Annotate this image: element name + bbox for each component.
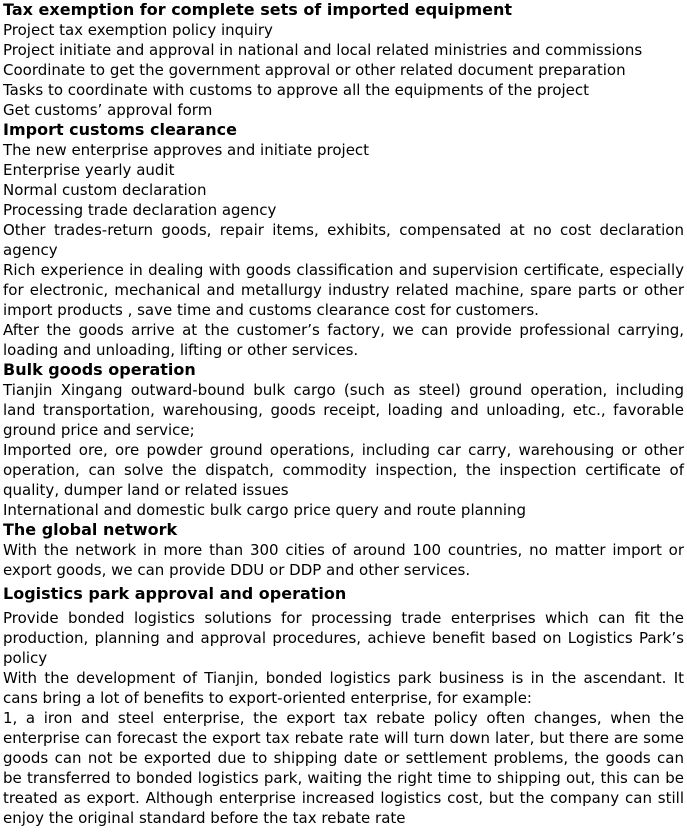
section-line: The new enterprise approves and initiate project [3,141,370,159]
section-line: Imported ore, ore powder ground operations, including car carry, warehousing or other operation, can solve the dispatch, commodity inspection, the inspection certificate of quality, dumper land or related issues [3,441,684,499]
section-line: International and domestic bulk cargo price query and route planning [3,501,527,519]
section-line: With the network in more than 300 cities of around 100 countries, no matter import or export goods, we can provide DDU or DDP and other services. [3,541,684,579]
section-line: Normal custom declaration [3,181,207,199]
section-line: Rich experience in dealing with goods classification and supervision certificate, especially for electronic, mechanical and metallurgy industry related machine, spare parts or other import products , save time and customs clearance cost for customers. [3,261,684,319]
section-heading: Import customs clearance [3,120,238,139]
section-tax-exemption [3,0,684,120]
section-line: Tasks to coordinate with customs to approve all the equipments of the project [3,81,590,99]
section-line: With the development of Tianjin, bonded logistics park business is in the ascendant. It cans bring a lot of benefits to export-oriented enterprise, for example: [3,669,684,707]
section-line: Tianjin Xingang outward-bound bulk cargo (such as steel) ground operation, including land transportation, warehousing, goods receipt, loading and unloading, etc., favorable ground price and service; [3,381,684,439]
section-logistics-park [3,584,684,828]
section-line: Other trades-return goods, repair items, exhibits, compensated at no cost declaration agency [3,221,684,259]
section-line: After the goods arrive at the customer’s factory, we can provide professional carrying, loading and unloading, lifting or other services. [3,321,684,359]
section-line: Project tax exemption policy inquiry [3,21,273,39]
section-line: Processing trade declaration agency [3,201,277,219]
section-line: Project initiate and approval in national and local related ministries and commissions [3,41,643,59]
section-bulk-goods [3,360,684,520]
section-heading: Tax exemption for complete sets of imported equipment [3,0,513,19]
section-global-network [3,520,684,580]
section-import-customs [3,120,684,360]
section-line: Get customs’ approval form [3,101,213,119]
section-line: Provide bonded logistics solutions for processing trade enterprises which can fit the production, planning and approval procedures, achieve benefit based on Logistics Park’s policy [3,609,684,667]
section-heading: Logistics park approval and operation [3,584,347,603]
section-line: Enterprise yearly audit [3,161,175,179]
section-line: 1, a iron and steel enterprise, the export tax rebate policy often changes, when the enterprise can forecast the export tax rebate rate will turn down later, but there are some goods can not be exported due to shipping date or settlement problems, the goods can be transferred to bonded logistics park, waiting the right time to shipping out, this can be treated as export. Although enterprise increased logistics cost, but the company can still enjoy the original standard before the tax rebate rate [3,709,684,827]
section-heading: Bulk goods operation [3,360,196,379]
section-heading: The global network [3,520,178,539]
section-line: Coordinate to get the government approval or other related document preparation [3,61,626,79]
